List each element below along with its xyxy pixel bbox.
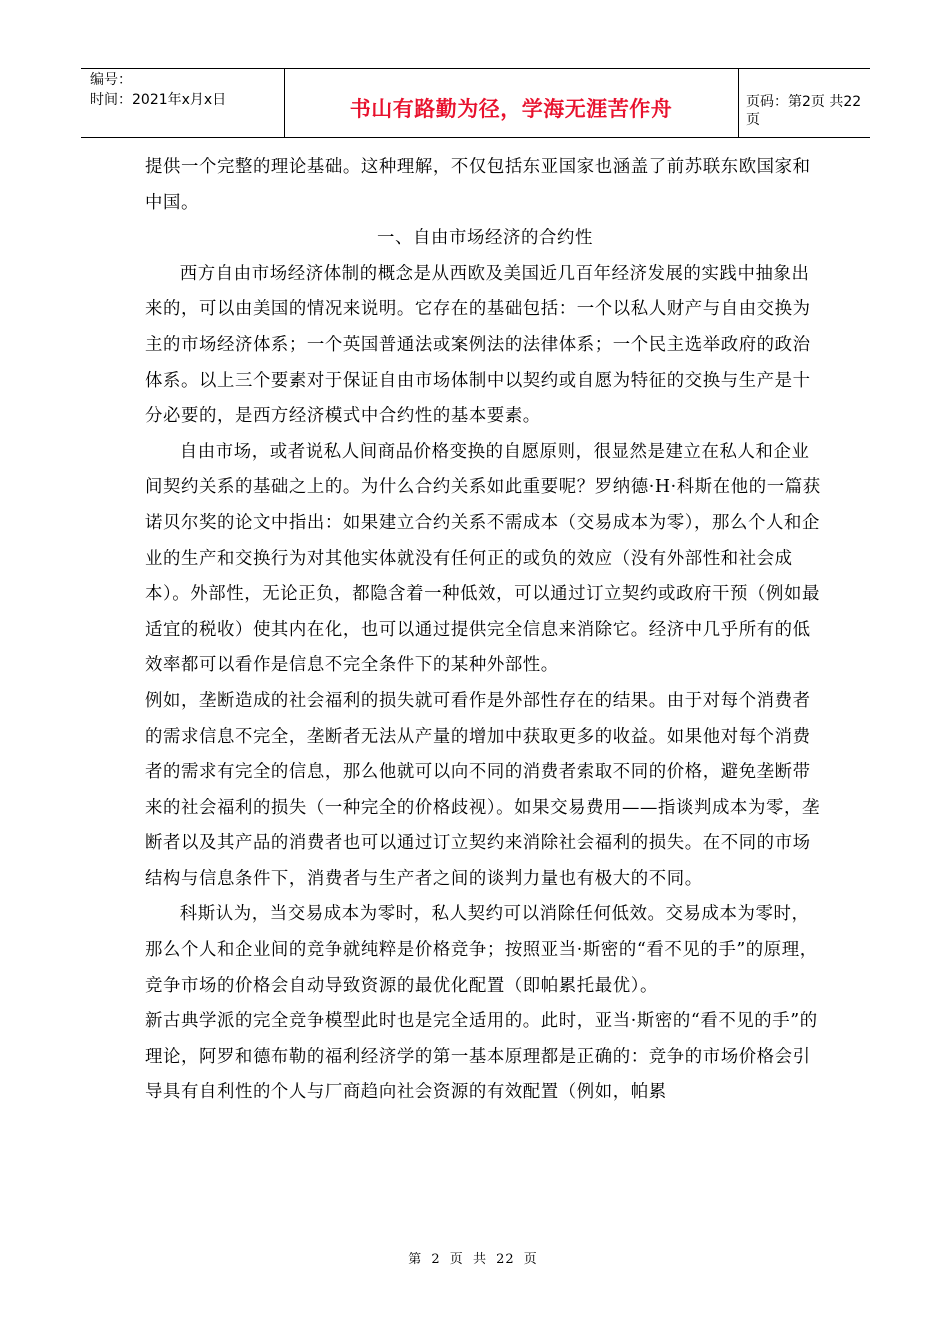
header-right-cell: [739, 69, 870, 137]
document-body: [145, 150, 825, 1111]
paragraph: 新古典学派的完全竞争模型此时也是完全适用的。此时，亚当·斯密的“看不见的手”的理论，阿罗和德布勒的福利经济学的第一基本原理都是正确的：竞争的市场价格会引导具有自利性的个人与厂商趋向社会资源的有效配置（例如，帕累: [145, 1011, 818, 1103]
code-label: 编号：: [90, 72, 132, 88]
footer-di: 第: [408, 1252, 423, 1267]
page-footer: [0, 1248, 950, 1267]
motto: 书山有路勤为径，学海无涯苦作舟: [349, 97, 673, 121]
footer-total: 22: [496, 1252, 515, 1267]
header-table: [81, 68, 870, 138]
paragraph: 科斯认为，当交易成本为零时，私人契约可以消除任何低效。交易成本为零时，那么个人和企业间的竞争就纯粹是价格竞争；按照亚当·斯密的“看不见的手”的原理，竞争市场的价格会自动导致资源的最优化配置（即帕累托最优）。: [145, 904, 818, 996]
header-left-cell: [81, 69, 285, 137]
footer-gong: 共: [472, 1252, 487, 1267]
footer-ye: 页: [449, 1252, 464, 1267]
page-info: 页码：第2页 共22页: [746, 94, 862, 128]
paragraph: 自由市场，或者说私人间商品价格变换的自愿原则，很显然是建立在私人和企业间契约关系的基础之上的。为什么合约关系如此重要呢？罗纳德·H·科斯在他的一篇获诺贝尔奖的论文中指出：如果建立合约关系不需成本（交易成本为零），那么个人和企业的生产和交换行为对其他实体就没有任何正的或负的效应（没有外部性和社会成本）。外部性，无论正负，都隐含着一种低效，可以通过订立契约或政府干预（例如最适宜的税收）使其内在化，也可以通过提供完全信息来消除它。经济中几乎所有的低效率都可以看作是信息不完全条件下的某种外部性。: [145, 441, 821, 676]
section-heading: 一、自由市场经济的合约性: [377, 228, 593, 249]
footer-page-number: 2: [431, 1252, 441, 1267]
paragraph-continued: 提供一个完整的理论基础。这种理解，不仅包括东亚国家也涵盖了前苏联东欧国家和中国。: [145, 157, 811, 213]
paragraph: 西方自由市场经济体制的概念是从西欧及美国近几百年经济发展的实践中抽象出来的，可以由美国的情况来说明。它存在的基础包括：一个以私人财产与自由交换为主的市场经济体系；一个英国普通法或案例法的法律体系；一个民主选举政府的政治体系。以上三个要素对于保证自由市场体制中以契约或自愿为特征的交换与生产是十分必要的，是西方经济模式中合约性的基本要素。: [145, 263, 811, 427]
footer-ye2: 页: [523, 1252, 538, 1267]
header-middle-cell: [284, 69, 739, 137]
time-label: 时间：2021年x月x日: [90, 92, 227, 108]
paragraph: 例如，垄断造成的社会福利的损失就可看作是外部性存在的结果。由于对每个消费者的需求信息不完全，垄断者无法从产量的增加中获取更多的收益。如果他对每个消费者的需求有完全的信息，那么他就可以向不同的消费者索取不同的价格，避免垄断带来的社会福利的损失（一种完全的价格歧视）。如果交易费用——指谈判成本为零，垄断者以及其产品的消费者也可以通过订立契约来消除社会福利的损失。在不同的市场结构与信息条件下，消费者与生产者之间的谈判力量也有极大的不同。: [145, 690, 820, 889]
